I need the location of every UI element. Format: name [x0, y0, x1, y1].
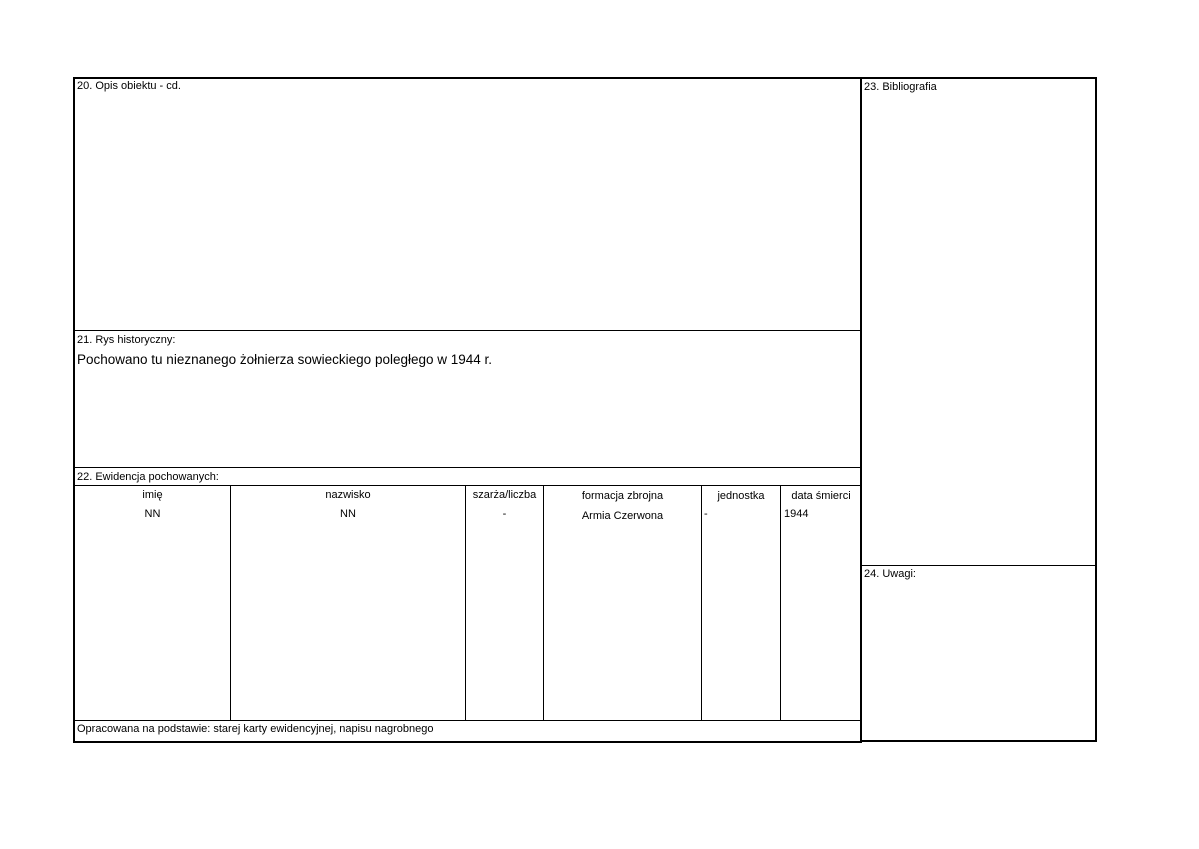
divider-23-24	[862, 565, 1096, 566]
divider-20-21	[75, 330, 861, 331]
column-header-rank: szarża/liczba	[472, 489, 537, 501]
section-20-body	[75, 94, 859, 330]
section-24-label: 24. Uwagi:	[864, 568, 916, 580]
column-divider	[780, 485, 781, 721]
section-21-label: 21. Rys historyczny:	[77, 334, 176, 346]
section-20-label: 20. Opis obiektu - cd.	[77, 80, 181, 92]
divider-21-22	[75, 467, 861, 468]
cell-formation: Armia Czerwona	[581, 510, 664, 522]
burials-table-bottom-border	[75, 720, 861, 721]
cell-unit: -	[704, 508, 708, 520]
column-header-formation: formacja zbrojna	[581, 490, 664, 502]
column-header-unit: jednostka	[717, 490, 765, 502]
section-23-label: 23. Bibliografia	[864, 81, 937, 93]
column-header-last-name: nazwisko	[325, 489, 371, 501]
cell-rank: -	[502, 508, 507, 520]
cell-last-name: NN	[340, 508, 356, 520]
form-right-frame	[860, 77, 1097, 742]
column-header-first-name: imię	[142, 489, 163, 501]
cell-first-name: NN	[144, 508, 161, 520]
section-22-label: 22. Ewidencja pochowanych:	[77, 471, 219, 483]
column-divider	[701, 485, 702, 721]
burials-table-top-border	[75, 485, 861, 486]
column-header-date-of-death: data śmierci	[791, 490, 851, 502]
source-note: Opracowana na podstawie: starej karty ewidencyjnej, napisu nagrobnego	[77, 723, 434, 735]
cell-date-of-death: 1944	[784, 508, 809, 520]
historical-note: Pochowano tu nieznanego żołnierza sowieckiego poległego w 1944 r.	[77, 352, 493, 367]
